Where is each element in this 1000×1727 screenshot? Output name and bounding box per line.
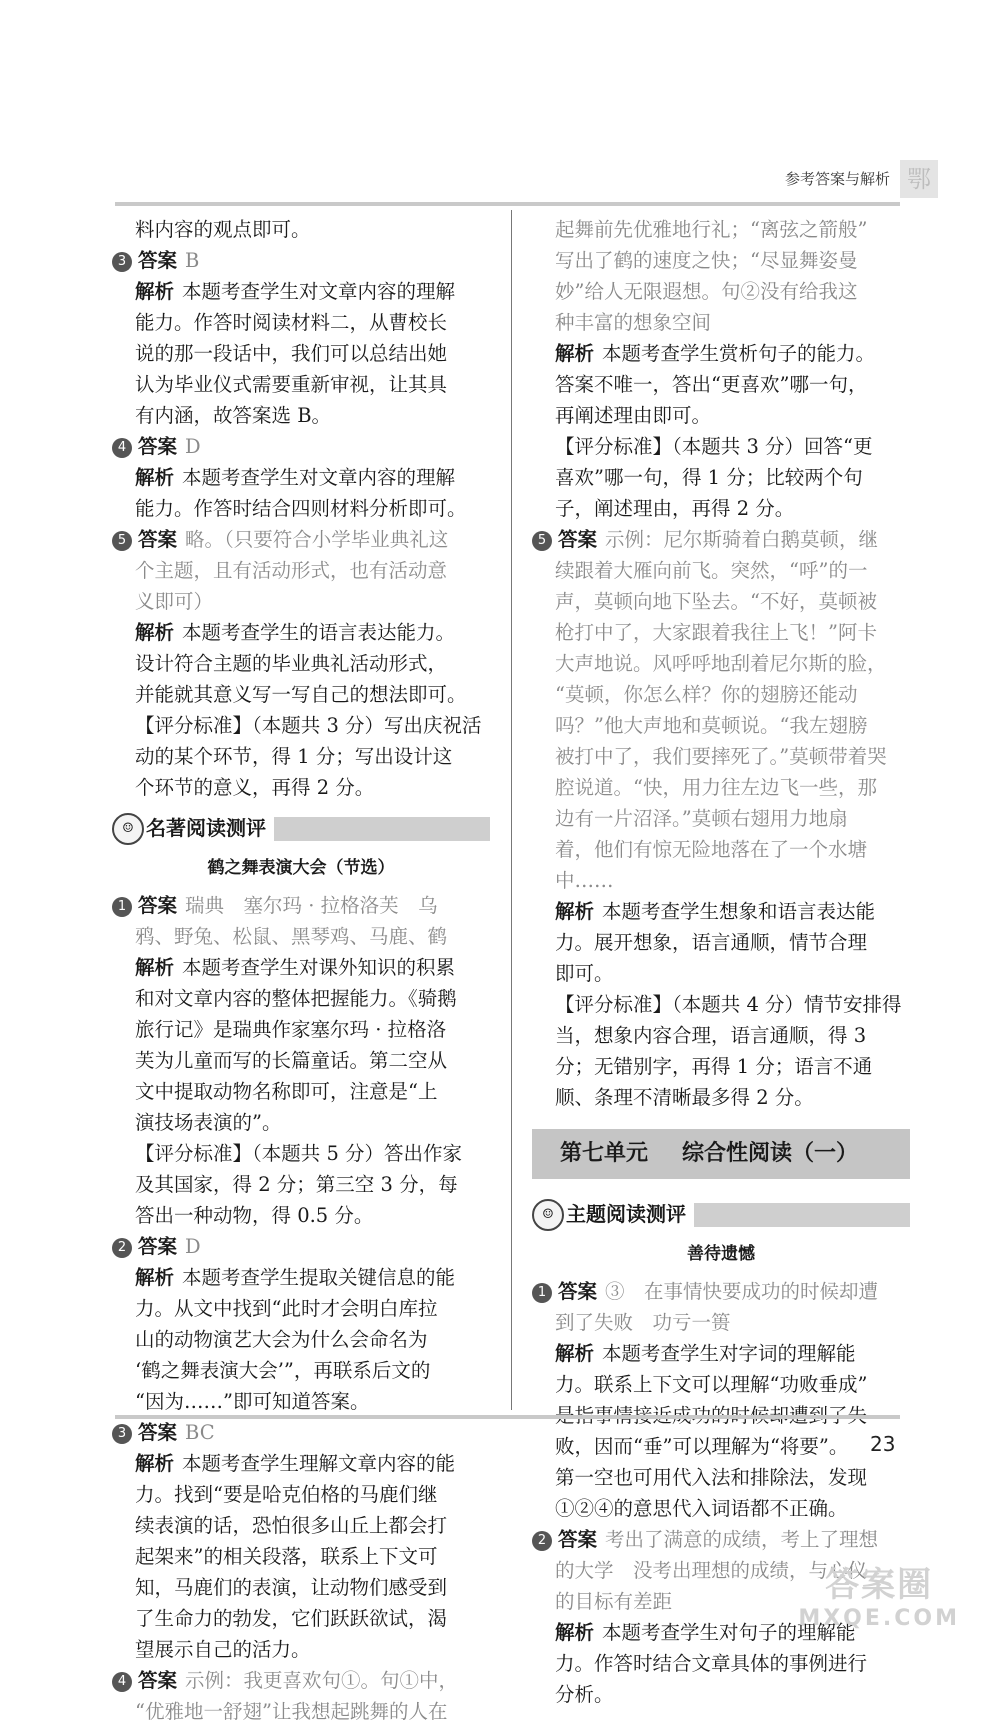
text-line: 枪打中了，大家跟着我往上飞！”阿卡	[555, 621, 877, 644]
analysis-label: 解析	[555, 1342, 595, 1365]
text-line: 力。从文中找到“此时才会明白库拉	[135, 1297, 438, 1320]
text-line: 续跟着大雁向前飞。突然，“呼”的一	[555, 559, 868, 582]
question-number: 2	[112, 1238, 132, 1258]
analysis-block	[532, 896, 910, 1113]
text-line: 能力。作答时结合四则材料分析即可。	[135, 497, 467, 520]
analysis-block	[532, 338, 910, 524]
analysis-text: 本题考查学生的语言表达能力。	[182, 621, 456, 644]
unit-number: 第七单元	[560, 1141, 649, 1166]
answer-label: 答案	[138, 249, 178, 272]
text-line: 鸦、野兔、松鼠、黑琴鸡、马鹿、鹤	[135, 925, 448, 948]
watermark-sub: MXQE.COM	[798, 1606, 960, 1631]
section-title: 主题阅读测评	[566, 1199, 694, 1230]
answer-value: 瑞典 塞尔玛 · 拉格洛芙 乌	[185, 894, 438, 917]
text-line: 声，莫顿向地下坠去。“不好，莫顿被	[555, 590, 877, 613]
text-line: 【评分标准】（本题共 3 分）回答“更	[555, 435, 873, 458]
answer-first-line	[112, 1231, 490, 1262]
answer-first-line	[532, 524, 910, 555]
answer-block	[112, 431, 490, 524]
text-line: ‘鹤之舞表演大会’”，再联系后文的	[135, 1359, 431, 1382]
article-title: 善待遗憾	[687, 1244, 755, 1264]
text-line: 的目标有差距	[555, 1590, 673, 1613]
analysis-first-line	[112, 1448, 490, 1479]
article-title: 鹤之舞表演大会（节选）	[207, 858, 395, 878]
text-line: 分；无错别字，再得 1 分；语言不通	[555, 1055, 873, 1078]
analysis-text: 本题考查学生对句子的理解能	[602, 1621, 856, 1644]
question-number: 1	[532, 1283, 552, 1303]
reader-icon: ☺	[532, 1199, 564, 1231]
text-line: 着，他们有惊无险地落在了一个水塘	[555, 838, 868, 861]
answer-first-line	[112, 1665, 490, 1696]
answer-block	[112, 245, 490, 431]
answer-label: 答案	[558, 528, 598, 551]
text-line: 当，想象内容合理，语言通顺，得 3	[555, 1024, 867, 1047]
answer-first-line	[532, 1524, 910, 1555]
text-line: 和对文章内容的整体把握能力。《骑鹅	[135, 987, 457, 1010]
text-line: 力。展开想象，语言通顺，情节合理	[555, 931, 868, 954]
text-line: 文中提取动物名称即可，注意是“上	[135, 1080, 438, 1103]
text-line: 妙”给人无限遐想。句②没有给我这	[555, 280, 858, 303]
left-pre	[112, 214, 490, 245]
answer-block	[112, 890, 490, 1231]
text-line: 认为毕业仪式需要重新审视，让其具	[135, 373, 448, 396]
text-line: 有内涵，故答案选 B。	[135, 404, 332, 427]
section-header	[112, 809, 490, 849]
analysis-first-line	[532, 338, 910, 369]
text-line: 续表演的话，恐怕很多山丘上都会打	[135, 1514, 448, 1537]
analysis-text: 本题考查学生想象和语言表达能	[602, 900, 876, 923]
text-line: 中……	[555, 869, 614, 892]
answer-label: 答案	[138, 1669, 178, 1692]
text-line: 种丰富的想象空间	[555, 311, 712, 334]
text-line: 【评分标准】（本题共 5 分）答出作家	[135, 1142, 463, 1165]
answer-value: BC	[185, 1421, 215, 1444]
analysis-label: 解析	[135, 956, 175, 979]
answer-value: 考出了满意的成绩，考上了理想	[605, 1528, 879, 1551]
text-line: 说的那一段话中，我们可以总结出她	[135, 342, 448, 365]
analysis-label: 解析	[555, 342, 595, 365]
answer-value: B	[185, 249, 200, 272]
answer-label: 答案	[138, 1235, 178, 1258]
analysis-label: 解析	[135, 466, 175, 489]
text-line: 旅行记》是瑞典作家塞尔玛 · 拉格洛	[135, 1018, 447, 1041]
text-line: 腔说道。“快，用力往左边飞一些，那	[555, 776, 877, 799]
text-line: 【评分标准】（本题共 4 分）情节安排得	[555, 993, 902, 1016]
question-number: 3	[112, 252, 132, 272]
answer-first-line	[112, 431, 490, 462]
text-line: 的大学 没考出理想的成绩，与心仪	[555, 1559, 868, 1582]
text-line: 答出一种动物，得 0.5 分。	[135, 1204, 374, 1227]
text-line: 设计符合主题的毕业典礼活动形式，	[135, 652, 448, 675]
question-number: 1	[112, 897, 132, 917]
answer-value: 示例：尼尔斯骑着白鹅莫顿，继	[605, 528, 879, 551]
text-line: 了生命力的勃发，它们跃跃欲试，渴	[135, 1607, 448, 1630]
answer-first-line	[532, 1276, 910, 1307]
answer-block	[112, 1231, 490, 1417]
text-line: 并能就其意义写一写自己的想法即可。	[135, 683, 467, 706]
analysis-text: 本题考查学生对课外知识的积累	[182, 956, 456, 979]
text-line: 喜欢”哪一句，得 1 分；比较两个句	[555, 466, 863, 489]
answer-value: 略。（只要符合小学毕业典礼这	[185, 528, 449, 551]
answer-label: 答案	[138, 435, 178, 458]
question-number: 2	[532, 1531, 552, 1551]
footer-rule	[115, 1415, 900, 1419]
analysis-label: 解析	[135, 1266, 175, 1289]
answer-first-line	[112, 1417, 490, 1448]
right-column	[532, 214, 910, 1710]
analysis-first-line	[112, 1262, 490, 1293]
answer-block	[112, 1417, 490, 1665]
analysis-label: 解析	[555, 900, 595, 923]
question-number: 5	[112, 531, 132, 551]
analysis-first-line	[532, 896, 910, 927]
answer-first-line	[112, 524, 490, 555]
text-line: “莫顿，你怎么样？你的翅膀还能动	[555, 683, 858, 706]
answer-block	[532, 1276, 910, 1524]
text-line: 大声地说。风呼呼地刮着尼尔斯的脸，	[555, 652, 887, 675]
analysis-label: 解析	[555, 1621, 595, 1644]
text-line: 个环节的意义，再得 2 分。	[135, 776, 375, 799]
analysis-first-line	[112, 462, 490, 493]
answer-first-line	[112, 245, 490, 276]
text-line: 动的某个环节，得 1 分；写出设计这	[135, 745, 453, 768]
text-line: 料内容的观点即可。	[135, 218, 311, 241]
section-title: 名著阅读测评	[146, 813, 274, 844]
analysis-block	[112, 952, 490, 1231]
text-line: 第一空也可用代入法和排除法，发现	[555, 1466, 868, 1489]
header-rule	[115, 202, 900, 206]
text-line: 能力。作答时阅读材料二，从曹校长	[135, 311, 448, 334]
watermark-main: 答案圈	[825, 1565, 934, 1605]
question-number: 4	[112, 1672, 132, 1692]
answer-value: D	[185, 435, 201, 458]
text-line: ①②④的意思代入词语都不正确。	[555, 1497, 848, 1520]
analysis-first-line	[532, 1338, 910, 1369]
analysis-block	[112, 617, 490, 803]
analysis-first-line	[112, 617, 490, 648]
column-divider	[511, 210, 512, 1410]
analysis-text: 本题考查学生提取关键信息的能	[182, 1266, 456, 1289]
answer-label: 答案	[138, 528, 178, 551]
analysis-first-line	[112, 952, 490, 983]
text-line: 败，因而“垂”可以理解为“将要”。	[555, 1435, 849, 1458]
text-line: 吗？”他大声地和莫顿说。“我左翅膀	[555, 714, 868, 737]
text-line: “因为……”即可知道答案。	[135, 1390, 370, 1413]
answer-value: D	[185, 1235, 201, 1258]
region-badge: 鄂	[900, 160, 938, 198]
answer-value: 示例：我更喜欢句①。句①中，	[185, 1669, 459, 1692]
text-line: 芙为儿童而写的长篇童话。第二空从	[135, 1049, 448, 1072]
answer-label: 答案	[558, 1528, 598, 1551]
left-column	[112, 214, 490, 1727]
text-line: 写出了鹤的速度之快；“尽显舞姿曼	[555, 249, 858, 272]
text-line: 山的动物演艺大会为什么会命名为	[135, 1328, 428, 1351]
analysis-block	[112, 462, 490, 524]
analysis-block	[532, 1338, 910, 1524]
text-line: 分析。	[555, 1683, 614, 1706]
text-line: 答案不唯一，答出“更喜欢”哪一句，	[555, 373, 868, 396]
text-line: 被打中了，我们要摔死了。”莫顿带着哭	[555, 745, 887, 768]
text-line: 及其国家，得 2 分；第三空 3 分，每	[135, 1173, 458, 1196]
answer-label: 答案	[138, 894, 178, 917]
answer-block	[532, 524, 910, 1113]
question-number: 4	[112, 438, 132, 458]
text-line: 力。联系上下文可以理解“功败垂成”	[555, 1373, 868, 1396]
analysis-block	[112, 1262, 490, 1417]
analysis-label: 解析	[135, 1452, 175, 1475]
text-line: 起架来”的相关段落，联系上下文可	[135, 1545, 438, 1568]
page-number: 23	[870, 1432, 896, 1456]
reader-icon: ☺	[112, 813, 144, 845]
watermark-logo	[798, 1557, 960, 1631]
answer-block	[112, 524, 490, 803]
answer-block	[112, 1665, 490, 1727]
answer-label: 答案	[138, 1421, 178, 1444]
text-line: 即可。	[555, 962, 614, 985]
analysis-label: 解析	[135, 621, 175, 644]
answer-value: ③ 在事情快要成功的时候却遭	[605, 1280, 879, 1303]
unit-banner	[532, 1129, 910, 1179]
question-number: 3	[112, 1424, 132, 1444]
text-line: 望展示自己的活力。	[135, 1638, 311, 1661]
analysis-text: 本题考查学生对文章内容的理解	[182, 466, 456, 489]
text-line: 边有一片沼泽。”莫顿右翅用力地扇	[555, 807, 848, 830]
analysis-block	[112, 276, 490, 431]
text-line: 知，马鹿们的表演，让动物们感受到	[135, 1576, 448, 1599]
text-line: 义即可）	[135, 590, 214, 613]
unit-title: 综合性阅读（一）	[682, 1141, 859, 1166]
text-line: 起舞前先优雅地行礼；“离弦之箭般”	[555, 218, 868, 241]
analysis-text: 本题考查学生对字词的理解能	[602, 1342, 856, 1365]
section-header	[532, 1195, 910, 1235]
question-number: 5	[532, 531, 552, 551]
text-line: 力。找到“要是哈克伯格的马鹿们继	[135, 1483, 438, 1506]
text-line: 【评分标准】（本题共 3 分）写出庆祝活	[135, 714, 482, 737]
text-line: 到了失败 功亏一篑	[555, 1311, 731, 1334]
analysis-text: 本题考查学生赏析句子的能力。	[602, 342, 876, 365]
answer-first-line	[112, 890, 490, 921]
analysis-first-line	[112, 276, 490, 307]
text-line: 再阐述理由即可。	[555, 404, 712, 427]
analysis-text: 本题考查学生对文章内容的理解	[182, 280, 456, 303]
text-line: 子，阐述理由，再得 2 分。	[555, 497, 795, 520]
analysis-label: 解析	[135, 280, 175, 303]
answer-label: 答案	[558, 1280, 598, 1303]
text-line: 演技场表演的”。	[135, 1111, 282, 1134]
analysis-block	[112, 1448, 490, 1665]
analysis-text: 本题考查学生理解文章内容的能	[182, 1452, 456, 1475]
text-line: 个主题，且有活动形式，也有活动意	[135, 559, 448, 582]
text-line: 顺、条理不清晰最多得 2 分。	[555, 1086, 814, 1109]
running-header: 参考答案与解析	[784, 170, 890, 188]
continued-answer	[532, 214, 910, 338]
text-line: 力。作答时结合文章具体的事例进行	[555, 1652, 868, 1675]
text-line: “优雅地一舒翅”让我想起跳舞的人在	[135, 1700, 448, 1723]
